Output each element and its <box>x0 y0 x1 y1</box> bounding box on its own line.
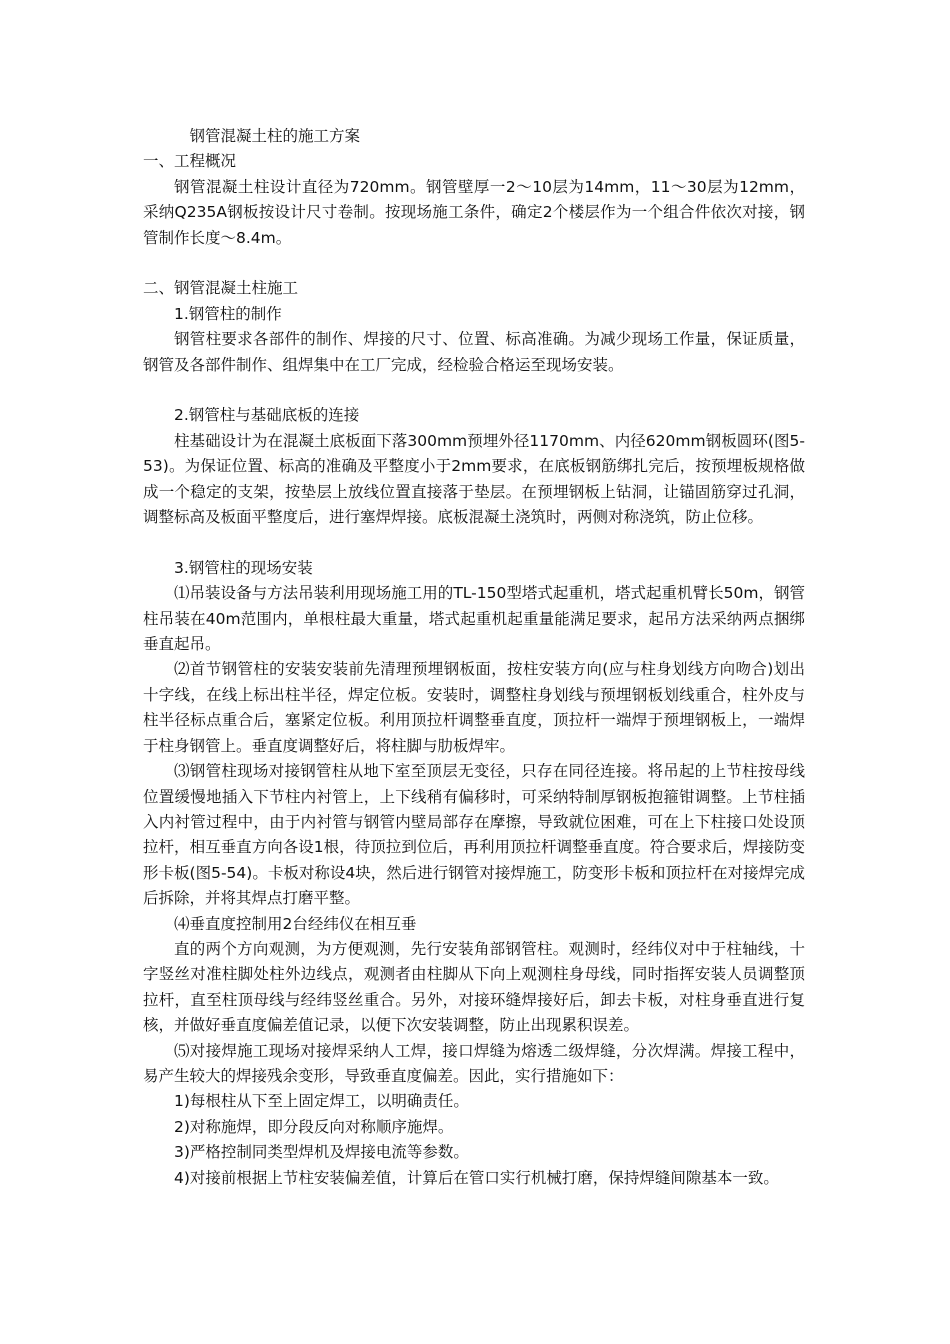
lifting-paragraph: ⑴吊装设备与方法吊装利用现场施工用的TL-150型塔式起重机，塔式起重机臂长50m，钢管柱吊装在40m范围内，单根柱最大重量，塔式起重机起重量能满足要求，起吊方法采纳两点捆绑垂直起吊。 <box>143 584 805 654</box>
subsection-2-heading: 2.钢管柱与基础底板的连接 <box>174 406 360 425</box>
document-body <box>143 124 805 1191</box>
section-2-heading: 二、钢管混凝土柱施工 <box>143 279 299 298</box>
subsection-1-paragraph: 钢管柱要求各部件的制作、焊接的尺寸、位置、标高准确。为减少现场工作量，保证质量，钢管及各部件制作、组焊集中在工厂完成，经检验合格运至现场安装。 <box>143 330 805 374</box>
subsection-1-heading: 1.钢管柱的制作 <box>174 304 282 323</box>
verticality-heading: ⑷垂直度控制用2台经纬仪在相互垂 <box>174 914 417 933</box>
butt-joint-paragraph: ⑶钢管柱现场对接钢管柱从地下室至顶层无变径，只存在同径连接。将吊起的上节柱按母线位置缓慢地插入下节柱内衬管上，上下线稍有偏移时，可采纳特制厚钢板抱箍钳调整。上节柱插入内衬管过程中，由于内衬管与钢管内壁局部存在摩擦，导致就位困难，可在上下柱接口处设顶拉杆，相互垂直方向各设1根，待顶拉到位后，再利用顶拉杆调整垂直度。符合要求后，焊接防变形卡板(图5-54)。卡板对称设4块，然后进行钢管对接焊施工，防变形卡板和顶拉杆在对接焊完成后拆除，并将其焊点打磨平整。 <box>143 762 805 908</box>
first-column-paragraph: ⑵首节钢管柱的安装安装前先清理预埋钢板面，按柱安装方向(应与柱身划线方向吻合)划出十字线，在线上标出柱半径，焊定位板。安装时，调整柱身划线与预埋钢板划线重合，柱外皮与柱半径标点重合后，塞紧定位板。利用顶拉杆调整垂直度，顶拉杆一端焊于预埋钢板上，一端焊于柱身钢管上。垂直度调整好后，将柱脚与肋板焊牢。 <box>143 660 805 755</box>
verticality-paragraph: 直的两个方向观测，为方便观测，先行安装角部钢管柱。观测时，经纬仪对中于柱轴线，十字竖丝对准柱脚处柱外边线点，观测者由柱脚从下向上观测柱身母线，同时指挥安装人员调整顶拉杆，直至柱顶母线与经纬竖丝重合。另外，对接环缝焊接好后，卸去卡板，对柱身垂直进行复核，并做好垂直度偏差值记录，以便下次安装调整，防止出现累积误差。 <box>143 939 805 1035</box>
subsection-2-paragraph: 柱基础设计为在混凝土底板面下落300mm预埋外径1170mm、内径620mm钢板圆环(图5-53)。为保证位置、标高的准确及平整度小于2mm要求，在底板钢筋绑扎完后，按预埋板规格做成一个稳定的支架，按垫层上放线位置直接落于垫层。在预埋钢板上钻洞，让锚固筋穿过孔洞，调整标高及板面平整度后，进行塞焊焊接。底板混凝土浇筑时，两侧对称浇筑，防止位移。 <box>143 431 805 527</box>
document-title: 钢管混凝土柱的施工方案 <box>189 127 361 145</box>
measure-item-1: 1)每根柱从下至上固定焊工，以明确责任。 <box>174 1092 469 1111</box>
paragraph-gap <box>143 378 805 403</box>
measure-item-2: 2)对称施焊，即分段反向对称顺序施焊。 <box>174 1117 454 1136</box>
paragraph-gap <box>143 530 805 555</box>
section-1-paragraph: 钢管混凝土柱设计直径为720mm。钢管壁厚一2～10层为14mm，11～30层为12mm，采纳Q235A钢板按设计尺寸卷制。按现场施工条件，确定2个楼层作为一个组合件依次对接，钢管制作长度～8.4m。 <box>143 177 805 247</box>
measure-item-4: 4)对接前根据上节柱安装偏差值，计算后在管口实行机械打磨，保持焊缝间隙基本一致。 <box>174 1168 779 1187</box>
subsection-3-heading: 3.钢管柱的现场安装 <box>174 558 313 577</box>
paragraph-gap <box>143 251 805 276</box>
measure-item-3: 3)严格控制同类型焊机及焊接电流等参数。 <box>174 1143 469 1162</box>
welding-paragraph: ⑸对接焊施工现场对接焊采纳人工焊，接口焊缝为熔透二级焊缝，分次焊满。焊接工程中，易产生较大的焊接残余变形，导致垂直度偏差。因此，实行措施如下： <box>143 1041 805 1085</box>
section-1-heading: 一、工程概况 <box>143 152 237 171</box>
